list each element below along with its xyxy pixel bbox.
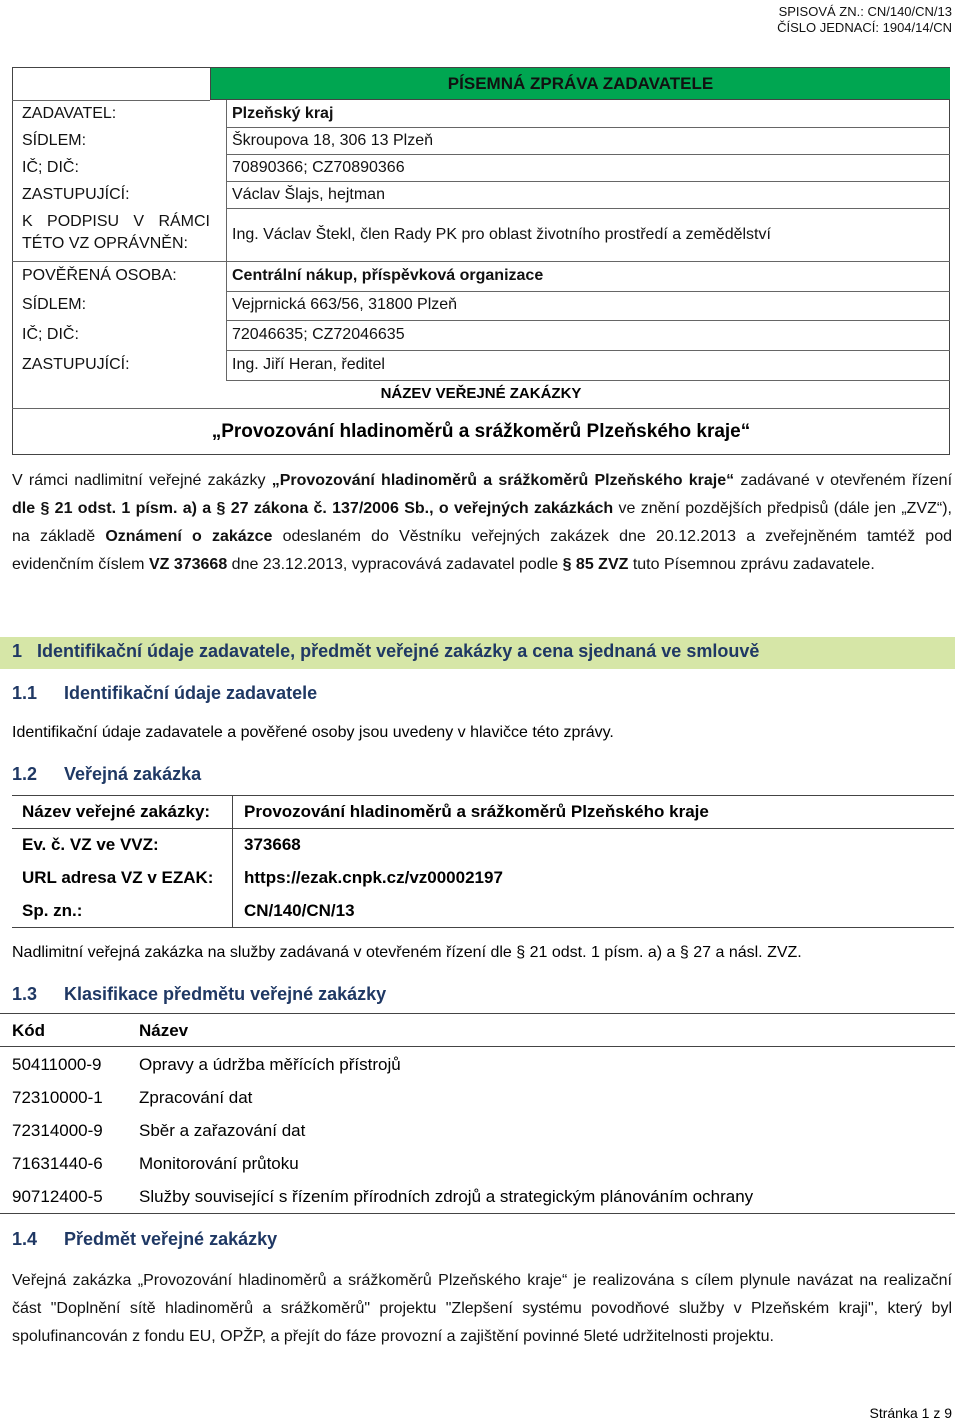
ev-cislo-value: 373668: [244, 835, 301, 854]
cpv-name: Zpracování dat: [139, 1088, 253, 1107]
cpv-name: Opravy a údržba měřících přístrojů: [139, 1055, 401, 1074]
label-ic-dic: IČ; DIČ:: [22, 159, 79, 176]
cpv-code: 50411000-9: [12, 1055, 102, 1074]
section-1-4-heading: 1.4 Předmět veřejné zakázky: [12, 1229, 278, 1249]
cislo-jednaci: ČÍSLO JEDNACÍ: 1904/14/CN: [777, 20, 952, 35]
zakazka-name: „Provozování hladinoměrů a srážkoměrů Plzeňského kraje“: [211, 421, 751, 442]
label-k-podpisu: K PODPISU V RÁMCI: [22, 213, 210, 230]
value-poverena-osoba: Centrální nákup, příspěvková organizace: [232, 267, 544, 284]
value-sidlem-2: Vejprnická 663/56, 31800 Plzeň: [232, 296, 458, 313]
zakazka-label: NÁZEV VEŘEJNÉ ZAKÁZKY: [380, 385, 582, 402]
page-number: Stránka 1 z 9: [869, 1405, 952, 1421]
section-1-heading: 1 Identifikační údaje zadavatele, předmět veřejné zakázky a cena sjednaná ve smlouvě: [12, 641, 760, 661]
spisova-znacka: SPISOVÁ ZN.: CN/140/CN/13: [778, 4, 952, 19]
section-1-1-text: Identifikační údaje zadavatele a pověřené osoby jsou uvedeny v hlavičce této zprávy.: [12, 724, 614, 741]
value-zastupujici: Václav Šlajs, hejtman: [232, 186, 385, 203]
cpv-name: Služby související s řízením přírodních zdrojů a strategickým plánováním ochrany: [139, 1187, 754, 1206]
nazev-header: Název: [139, 1021, 189, 1040]
intro-paragraph: V rámci nadlimitní veřejné zakázky „Provozování hladinoměrů a srážkoměrů Plzeňského kraje“ zadávané v otevřeném řízení dle § 21 odst. 1 písm. a) a § 27 zákona č. 137/2006 Sb., o veřejných zakázkách ve znění pozdějších předpisů (dále jen „ZVZ“), na základě Oznámení o zakázce odeslaném do Věstníku veřejných zakázek dne 20.12.2013 a zveřejněném tamtéž pod evidenčním číslem VZ 373668 dne 23.12.2013, vypracovává zadavatel podle § 85 ZVZ tuto Písemnou zprávu zadavatele.: [12, 472, 953, 573]
value-ic-dic-2: 72046635; CZ72046635: [232, 326, 405, 343]
label-teto-vz: TÉTO VZ OPRÁVNĚN:: [22, 235, 188, 252]
cpv-name: Sběr a zařazování dat: [139, 1121, 306, 1140]
value-zastupujici-2: Ing. Jiří Heran, ředitel: [232, 356, 385, 373]
label-zadavatel: ZADAVATEL:: [22, 105, 117, 122]
label-sidlem-2: SÍDLEM:: [22, 296, 87, 313]
cpv-code: 72310000-1: [12, 1088, 103, 1107]
zakazka-name-label: Název veřejné zakázky:: [22, 802, 211, 821]
label-poverena-osoba: POVĚŘENÁ OSOBA:: [22, 267, 177, 284]
label-zastupujici-2: ZASTUPUJÍCÍ:: [22, 356, 130, 373]
value-ic-dic: 70890366; CZ70890366: [232, 159, 405, 176]
ev-cislo-label: Ev. č. VZ ve VVZ:: [22, 835, 159, 854]
value-sidlem: Škroupova 18, 306 13 Plzeň: [232, 132, 434, 149]
kod-header: Kód: [12, 1021, 46, 1040]
cpv-code: 71631440-6: [12, 1154, 103, 1173]
cpv-name: Monitorování průtoku: [139, 1154, 299, 1173]
url-label: URL adresa VZ v EZAK:: [22, 868, 214, 887]
value-opravnen: Ing. Václav Štekl, člen Rady PK pro oblast životního prostředí a zemědělství: [232, 226, 771, 243]
section-1-1-heading: 1.1 Identifikační údaje zadavatele: [12, 683, 318, 703]
section-1-4-text: Veřejná zakázka „Provozování hladinoměrů a srážkoměrů Plzeňského kraje“ je realizována s cílem plynule navázat na realizační část "Doplnění sítě hladinoměrů a srážkoměrů" projektu "Zlepšení systému povodňové služby v Plzeňském kraji", který byl spolufinancován z fondu EU, OPŽP, a přejít do fáze provozní a zajištění povinné 5leté udržitelnosti projektu.: [12, 1272, 952, 1345]
section-1-2-heading: 1.2 Veřejná zakázka: [12, 764, 202, 784]
cpv-code: 72314000-9: [12, 1121, 103, 1140]
sp-zn-value: CN/140/CN/13: [244, 901, 355, 920]
url-value[interactable]: https://ezak.cnpk.cz/vz00002197: [244, 868, 503, 887]
label-ic-dic-2: IČ; DIČ:: [22, 326, 79, 343]
document-reference: [777, 4, 952, 36]
section-1-2-text: Nadlimitní veřejná zakázka na služby zadávaná v otevřeném řízení dle § 21 odst. 1 písm. a) a § 27 a násl. ZVZ.: [12, 944, 802, 961]
sp-zn-label: Sp. zn.:: [22, 901, 83, 920]
section-1-3-heading: 1.3 Klasifikace předmětu veřejné zakázky: [12, 984, 387, 1004]
value-zadavatel: Plzeňský kraj: [232, 105, 334, 122]
report-title: PÍSEMNÁ ZPRÁVA ZADAVATELE: [210, 68, 950, 100]
cpv-code: 90712400-5: [12, 1187, 103, 1206]
zakazka-name-value: Provozování hladinoměrů a srážkoměrů Plzeňského kraje: [244, 802, 709, 821]
label-zastupujici: ZASTUPUJÍCÍ:: [22, 186, 130, 203]
label-sidlem: SÍDLEM:: [22, 132, 87, 149]
